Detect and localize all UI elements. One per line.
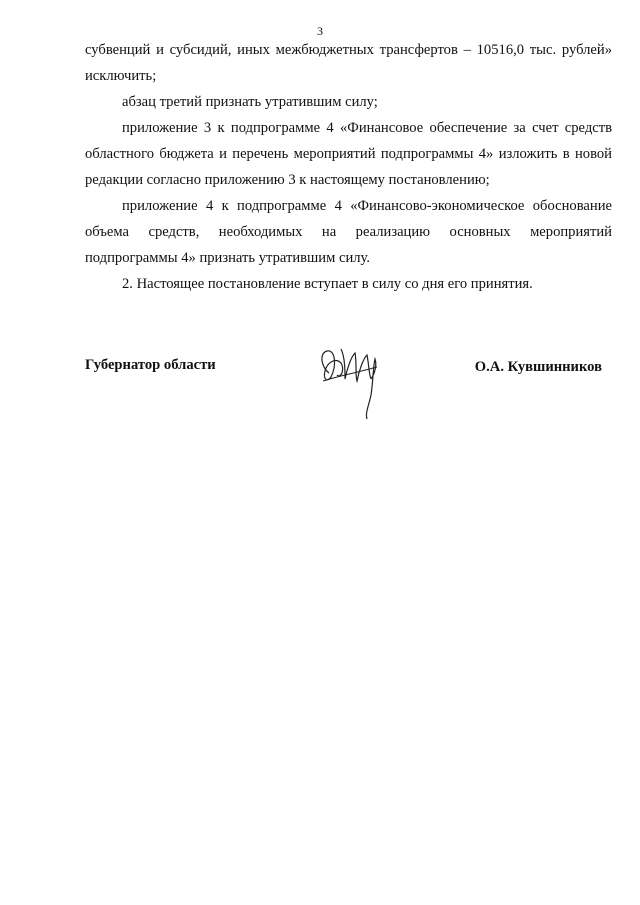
paragraph-subventions: субвенций и субсидий, иных межбюджетных трансфертов – 10516,0 тыс. рублей» исключить;	[85, 42, 612, 84]
paragraph-appendix-3: приложение 3 к подпрограмме 4 «Финансовое обеспечение за счет средств областного бюджета и перечень мероприятий подпрограммы 4» изложить в новой редакции согласно приложению 3 к настоящему постановлению;	[85, 120, 612, 188]
signatory-title: Губернатор области	[85, 357, 216, 373]
signatory-name: О.А. Кувшинников	[474, 359, 602, 375]
paragraph-abzac-third: абзац третий признать утратившим силу;	[122, 94, 378, 110]
handwritten-signature	[315, 343, 395, 423]
paragraph-effective-date: 2. Настоящее постановление вступает в силу со дня его принятия.	[122, 276, 533, 292]
document-body	[85, 37, 612, 297]
signature-block	[85, 355, 602, 435]
page-number: 3	[317, 24, 323, 38]
paragraph-appendix-4: приложение 4 к подпрограмме 4 «Финансово-экономическое обоснование объема средств, необходимых на реализацию основных мероприятий подпрограммы 4» признать утратившим силу.	[85, 198, 612, 266]
